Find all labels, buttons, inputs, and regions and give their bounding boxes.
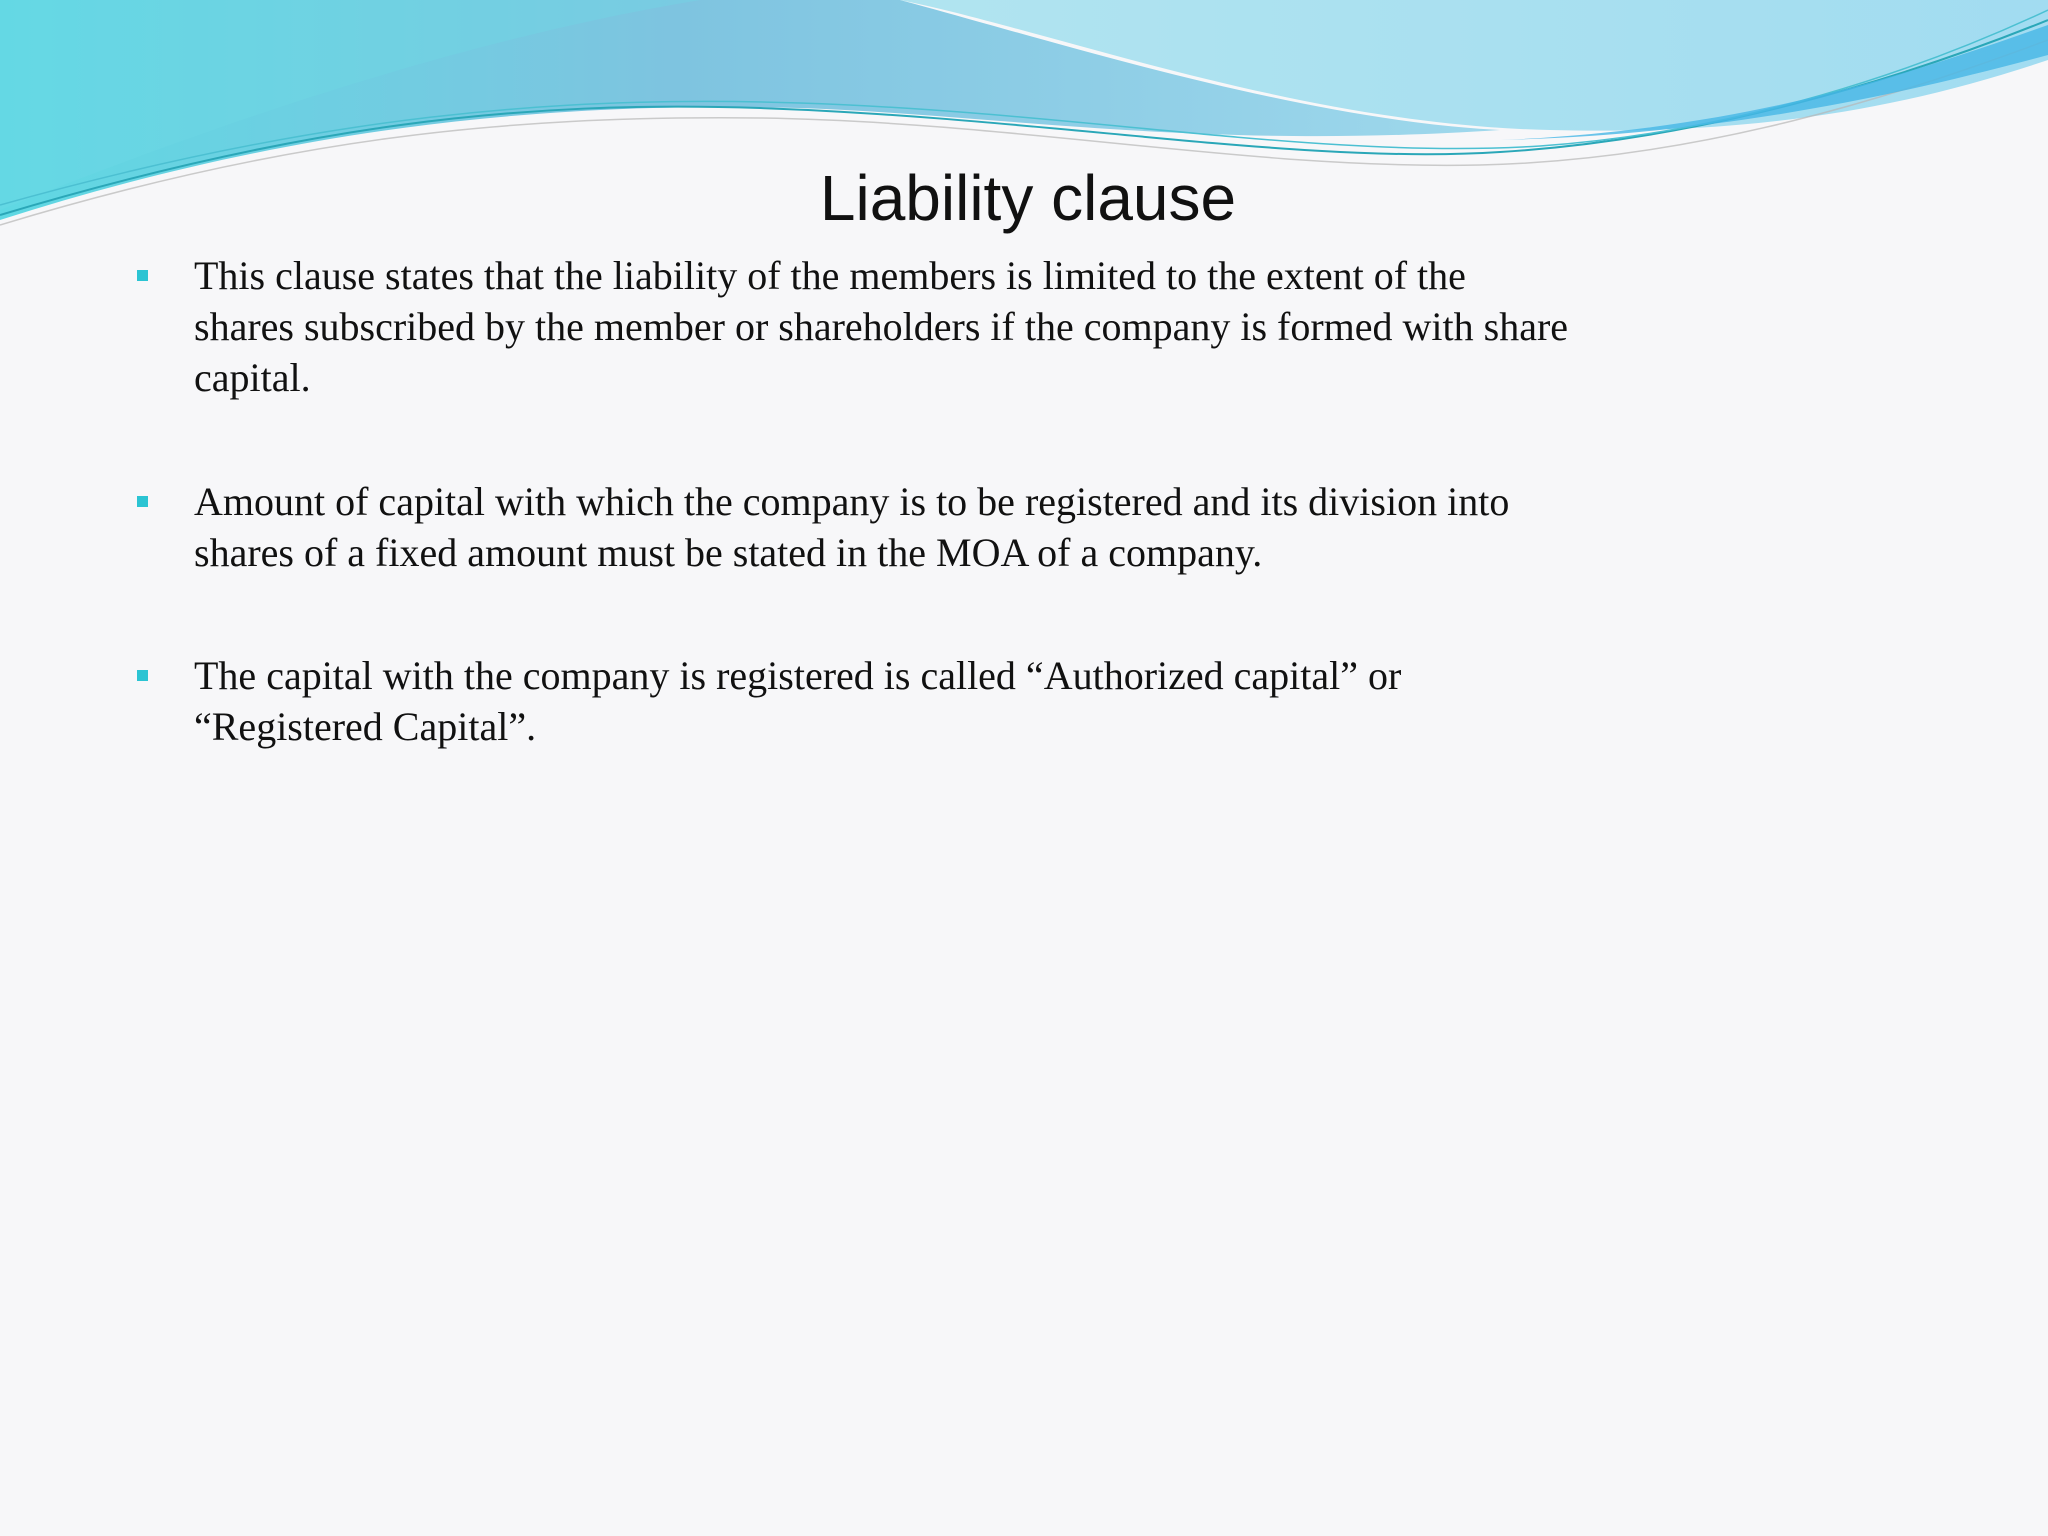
bullet-text: Amount of capital with which the company is to be registered and its division into shares of a fixed amount must be stated in the MOA of a company. [194, 479, 1510, 575]
slide-title: Liability clause [819, 162, 1237, 234]
square-bullet-icon [137, 670, 148, 681]
bullet-text: This clause states that the liability of the members is limited to the extent of the shares subscribed by the member or shareholders if the company is formed with share capital. [194, 253, 1569, 400]
square-bullet-icon [137, 270, 148, 281]
bullet-text: The capital with the company is registered is called “Authorized capital” or “Registered Capital”. [194, 653, 1402, 749]
square-bullet-icon [137, 496, 148, 507]
